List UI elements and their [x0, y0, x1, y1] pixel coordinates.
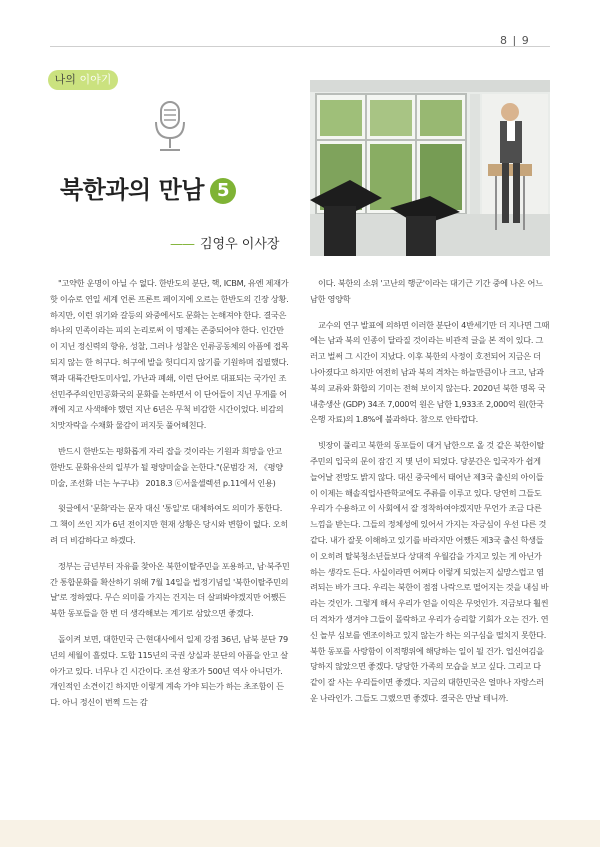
section-tag-part2: 이야기 — [79, 73, 112, 86]
paragraph: 이다. 북한의 소위 '고난의 행군'이라는 대기근 기간 중에 나온 어느 남한 영양학 — [310, 278, 543, 304]
paragraph: 반드시 한반도는 평화롭게 자리 잡을 것이라는 기원과 희망을 안고 한반도 문화유산의 일부가 될 평양미술을 논한다."(문범강 저, 《평양미술, 조선화 너는 누구냐》 2018.3 ⓒ서울셀렉션 p.11에서 인용) — [50, 445, 283, 488]
microphone-icon — [152, 100, 188, 158]
section-tag — [48, 70, 118, 90]
article-title — [60, 170, 300, 205]
paragraph: 빗장이 풀리고 북한의 동포들이 대거 남한으로 올 것 같은 북한이탈주민의 입국의 문이 잠긴 지 몇 년이 되었다. 당분간은 입국자가 쉽게 늘어날 전망도 밝지 않다. 대신 중국에서 태어난 제3국 출신의 아이들이 이제는 해솔직업사관학교에도 주류를 이루고 있다. 당연히 그들도 우리가 수용하고 이 사회에서 잘 정착하여야겠지만 무언가 조금 다른 느낌을 받는다. 그들의 정체성에 있어서 가지는 자긍심이 우선 다른 것 같다. 내가 잘못 이해하고 있기를 바라지만 어쨌든 제3국 출신 학생들이 오히려 탈북청소년들보다 상대적 우월감을 가지고 있는 게 아닌가 하는 생각도 든다. 사실이라면 어쩌다 이렇게 되었는지 실망스럽고 염려되는 바가 크다. 우리는 북한이 점점 나락으로 떨어지는 것을 내심 바라는 것인가. 그렇게 해서 우리가 얻을 이익은 무엇인가. 지금보다 훨씬 더 격차가 생겨야 그들이 몰락하고 우리가 승리할 기회가 오는 건가. 연신 놀부 심보를 엔조이하고 있지 않는가 하는 의구심을 떨치지 못한다. 북한 동포를 사랑함이 이적행위에 해당하는 일이 될 건가. 업신여김을 당하지 않았으면 좋겠다. 당당한 가족의 모습을 보고 싶다. 그리고 다 같이 잘 사는 우리들이면 좋겠다. 지금의 대한민국은 얼마나 자랑스러운 나라인가. 그들도 그랬으면 좋겠다. 결국은 만날 테니까. — [310, 440, 549, 703]
section-tag-part1: 나의 — [54, 73, 76, 86]
lecture-photo — [310, 80, 550, 256]
page-number: 8 | 9 — [500, 34, 530, 47]
text-column-left — [50, 276, 290, 721]
paragraph: 교수의 연구 발표에 의하면 이러한 분단이 4반세기만 더 지나면 그때에는 남과 북의 인종이 달라질 것이라는 비관적 글을 본 적이 있다. 그러고 벌써 그 시간이 지났다. 이후 북한의 사정이 호전되어 지금은 더 나아졌다고 하지만 여전히 남과 북의 격차는 하늘만큼이나 크고, 남과 북의 교류와 화합의 기미는 전혀 보이지 않는다. 2020년 북한 명목 국내총생산 (GDP) 34조 7,000억 원은 남한 1,933조 2,000억 원(한국은행 자료)의 1.8%에 불과하다. 참으로 안타깝다. — [310, 319, 550, 425]
paragraph: 정부는 금년부터 자유를 찾아온 북한이탈주민을 포용하고, 남·북주민 간 통합문화를 확산하기 위해 7월 14일을 법정기념일 '북한이탈주민의 날'로 정하였다. 무슨 의미를 가지는 건지는 더 살펴봐야겠지만 어쨌든 북한 동포들을 한 번 더 생각해보는 계기로 삼았으면 좋겠다. — [50, 560, 290, 619]
author-name: 김영우 이사장 — [200, 237, 280, 252]
footer-band — [0, 820, 600, 847]
header-divider — [50, 46, 550, 47]
paragraph: 돌이켜 보면, 대한민국 근·현대사에서 일제 강점 36년, 남북 분단 79년의 세월이 흘렀다. 도합 115년의 국권 상실과 분단의 아픔을 안고 살아가고 있다. 너무나 긴 시간이다. 조선 왕조가 500년 역사 아니던가. 개인적인 소견이긴 하지만 이렇게 계속 가야 되는가 하는 초조함이 든다. 아니 정신이 번쩍 드는 감 — [50, 633, 288, 708]
text-column-right — [310, 276, 550, 717]
paragraph: "고약한 운명이 아닐 수 없다. 한반도의 분단, 핵, ICBM, 유엔 제재가 핫 이슈로 연일 세계 언론 프론트 페이지에 오르는 한반도의 긴장 상황. 하지만, 이런 위기와 갈등의 와중에서도 문화는 논해져야 한다. 결국은 하나의 민족이라는 피의 논리로써 이 명제는 존중되어야 한다. 인간만이 지닌 정신력의 향유, 성찰, 그러나 성찰은 인류공동체의 아픔에 접목되지 않는 한 허구다. 허구에 발을 헛디디지 않기를 기원하며 집필했다. 핵과 대륙간탄도미사일, 가난과 폐쇄, 이런 단어로 대표되는 국가인 조선민주주의인민공화국의 문화를 논하면서 이 단어들이 지닌 무게를 어깨에 지고 사색해야 했던 지난 6년은 무척 비감한 시간이었다. 비감의 치맛자락을 수채화 물감이 퍼지듯 풀어헤친다. — [50, 278, 289, 431]
episode-number-badge: 5 — [210, 178, 236, 204]
author-byline — [170, 233, 279, 252]
paragraph: 윗글에서 '문화'라는 문자 대신 '통일'로 대체하여도 의미가 통한다. 그 책이 쓰인 지가 6년 전이지만 현재 상황은 당시와 변함이 없다. 오히려 더 비감하다고 하겠다. — [50, 503, 288, 545]
title-text: 북한과의 만남 — [60, 176, 204, 204]
author-dash: —— — [170, 237, 194, 252]
